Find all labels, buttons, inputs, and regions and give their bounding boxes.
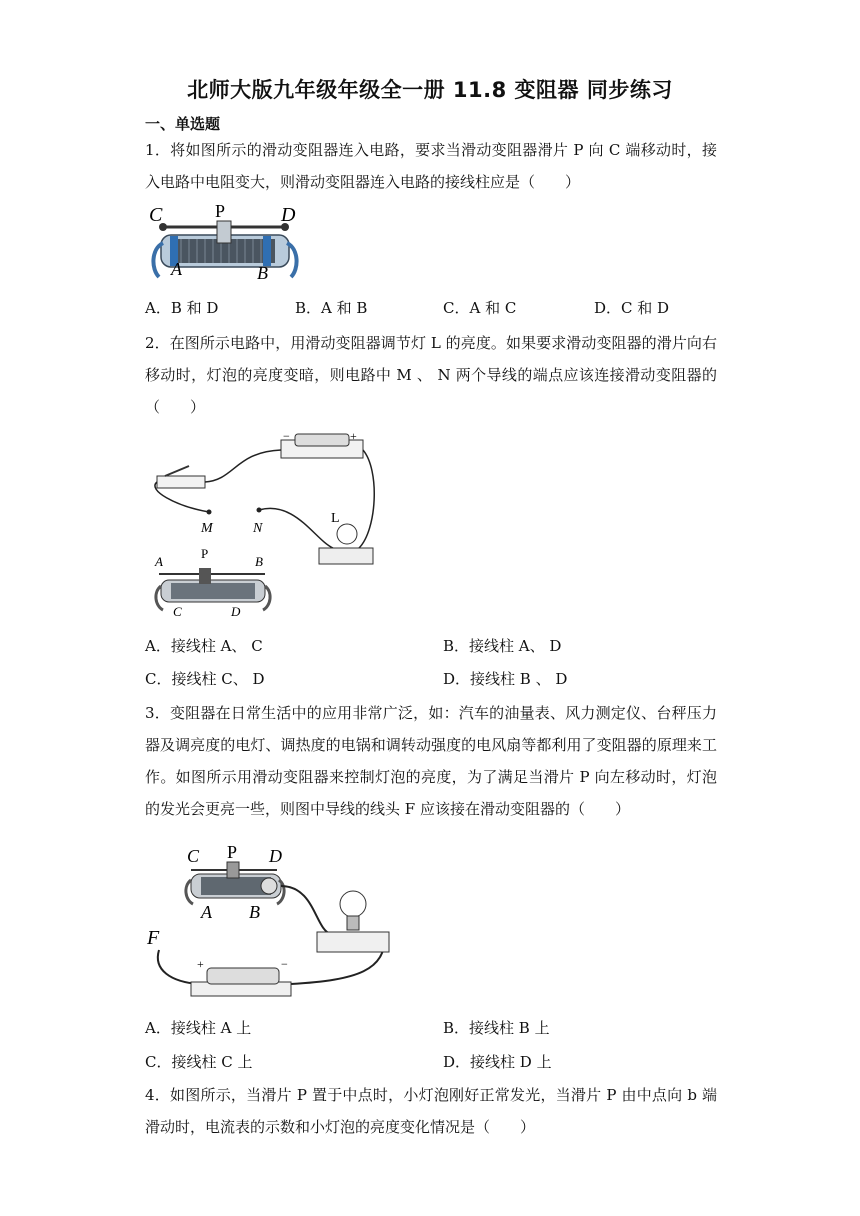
- q1-option-b[interactable]: B．A 和 B: [295, 299, 368, 317]
- question-4-text: 4．如图所示，当滑片 P 置于中点时，小灯泡刚好正常发光，当滑片 P 由中点向 b 端滑动时，电流表的示数和小灯泡的亮度变化情况是（ ）: [145, 1086, 717, 1136]
- q2-label-d: D: [231, 604, 241, 619]
- q2-label-b: B: [255, 554, 263, 569]
- q1-label-p: P: [215, 203, 226, 221]
- q2-option-b[interactable]: B．接线柱 A、 D: [443, 637, 562, 655]
- q3-label-d: D: [269, 846, 282, 866]
- question-3-text: 3．变阻器在日常生活中的应用非常广泛，如：汽车的油量表、风力测定仪、台秤压力器及调亮度的电灯、调热度的电锅和调转动强度的电风扇等都利用了变阻器的原理来工作。如图所示用滑动变阻器来控制灯泡的亮度，为了满足当滑片 P 向左移动时，灯泡的发光会更亮一些，则图中导线的线头 F 应该接在滑动变阻器的（ ）: [145, 704, 717, 818]
- q2-option-c[interactable]: C．接线柱 C、 D: [145, 670, 265, 688]
- q1-option-d[interactable]: D．C 和 D: [594, 299, 670, 317]
- q3-option-c[interactable]: C．接线柱 C 上: [145, 1053, 253, 1071]
- q2-option-d[interactable]: D．接线柱 B 、 D: [443, 670, 568, 688]
- q2-label-l: L: [331, 511, 340, 526]
- q3-label-a: A: [201, 902, 212, 922]
- q3-option-d[interactable]: D．接线柱 D 上: [443, 1053, 552, 1071]
- q2-circuit-figure: [145, 430, 385, 620]
- q3-battery-minus: −: [281, 957, 288, 971]
- question-2-text: 2．在图所示电路中，用滑动变阻器调节灯 L 的亮度。如果要求滑动变阻器的滑片向右移动时，灯泡的亮度变暗，则电路中 M 、 N 两个导线的端点应该连接滑动变阻器的（ ）: [145, 334, 717, 416]
- q1-label-a: A: [171, 259, 182, 279]
- q2-label-c: C: [173, 604, 182, 619]
- q3-label-p: P: [227, 842, 238, 862]
- q3-battery-plus: +: [197, 957, 204, 971]
- q1-rheostat-figure: [145, 203, 305, 285]
- q1-option-a[interactable]: A．B 和 D: [145, 299, 219, 317]
- q3-circuit-figure: [145, 840, 405, 1002]
- page-title: 北师大版九年级年级全一册 11.8 变阻器 同步练习: [187, 78, 673, 102]
- q1-label-b: B: [257, 263, 268, 283]
- q2-label-m: M: [201, 521, 213, 536]
- q2-label-p: P: [201, 546, 209, 561]
- q1-label-c: C: [149, 204, 163, 226]
- q1-option-c[interactable]: C．A 和 C: [443, 299, 517, 317]
- q2-label-a: A: [155, 554, 163, 569]
- q2-option-a[interactable]: A．接线柱 A、 C: [145, 637, 263, 655]
- question-1-text: 1．将如图所示的滑动变阻器连入电路，要求当滑动变阻器滑片 P 向 C 端移动时，接入电路中电阻变大，则滑动变阻器连入电路的接线柱应是（ ）: [145, 141, 717, 191]
- q3-option-a[interactable]: A．接线柱 A 上: [145, 1019, 252, 1037]
- q3-option-b[interactable]: B．接线柱 B 上: [443, 1019, 550, 1037]
- q2-battery-minus: −: [283, 430, 290, 443]
- q1-label-d: D: [281, 204, 296, 226]
- section-heading: 一、单选题: [145, 115, 221, 133]
- q3-label-c: C: [187, 846, 200, 866]
- q2-battery-plus: +: [350, 430, 357, 443]
- q3-label-f: F: [147, 927, 160, 949]
- q2-label-n: N: [253, 521, 263, 536]
- q3-label-b: B: [249, 902, 260, 922]
